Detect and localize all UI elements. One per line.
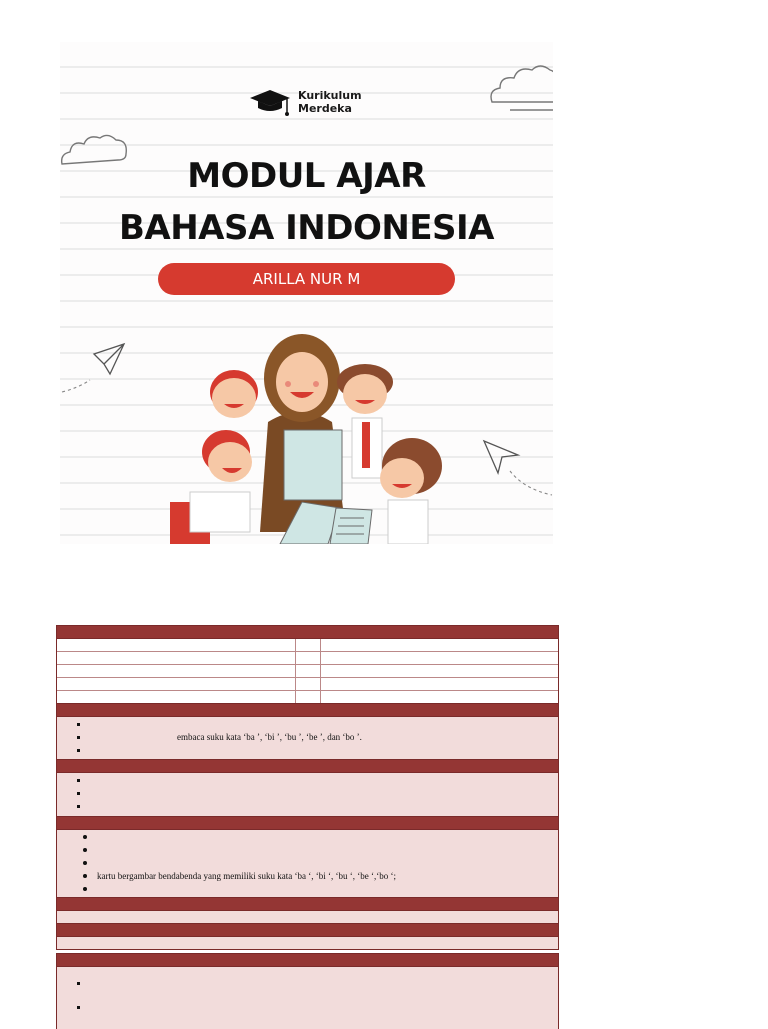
- section-media: [57, 830, 558, 898]
- list-item: [79, 800, 558, 813]
- list-item: [79, 718, 558, 731]
- section-objectives: [57, 717, 558, 760]
- list-item: [79, 774, 558, 787]
- list-item: [79, 977, 558, 1001]
- table-row: [57, 652, 558, 665]
- table-row: [57, 639, 558, 652]
- cover-title-line-1: MODUL AJAR: [187, 156, 426, 196]
- teacher-children-illustration: [160, 332, 460, 544]
- list-item: embaca suku kata ‘ba ’, ‘bi ’, ‘bu ’, ‘be ’, dan ‘bo ’.: [79, 731, 558, 744]
- list-item: [79, 1001, 558, 1014]
- section-body: [57, 911, 558, 924]
- section-header-band: [57, 924, 558, 937]
- section-header-band: [57, 704, 558, 717]
- section-profile: [57, 773, 558, 817]
- module-info-table: [56, 625, 559, 950]
- paper-plane-icon: [60, 340, 130, 400]
- list-item: [83, 857, 558, 870]
- list-item: [83, 844, 558, 857]
- section-header-band: [57, 817, 558, 830]
- list-item: [79, 744, 558, 757]
- table-header-band: [57, 626, 558, 639]
- section-header-band: [57, 898, 558, 911]
- cover-title-line-2: BAHASA INDONESIA: [119, 208, 494, 248]
- cloud-icon: [488, 54, 553, 114]
- paper-plane-icon: [480, 437, 553, 507]
- section-body: [57, 937, 558, 949]
- brand-logo: [249, 86, 362, 118]
- module-cover: [60, 42, 553, 544]
- list-item: kartu bergambar bendabenda yang memiliki suku kata ‘ba ‘, ‘bi ‘, ‘bu ‘, ‘be ‘,‘bo ‘;: [83, 870, 558, 883]
- table-row: [57, 665, 558, 678]
- module-activity-table: [56, 953, 559, 1029]
- list-item: [83, 883, 558, 896]
- list-item: [83, 831, 558, 844]
- table-header-band: [57, 954, 558, 967]
- table-row: [57, 691, 558, 703]
- brand-line-2: Merdeka: [298, 102, 352, 115]
- identity-grid: [57, 639, 558, 704]
- table-row: [57, 678, 558, 691]
- graduation-cap-icon: [249, 86, 291, 118]
- author-badge: ARILLA NUR M: [158, 263, 455, 295]
- section-header-band: [57, 760, 558, 773]
- brand-line-1: Kurikulum: [298, 89, 362, 102]
- list-item: [79, 787, 558, 800]
